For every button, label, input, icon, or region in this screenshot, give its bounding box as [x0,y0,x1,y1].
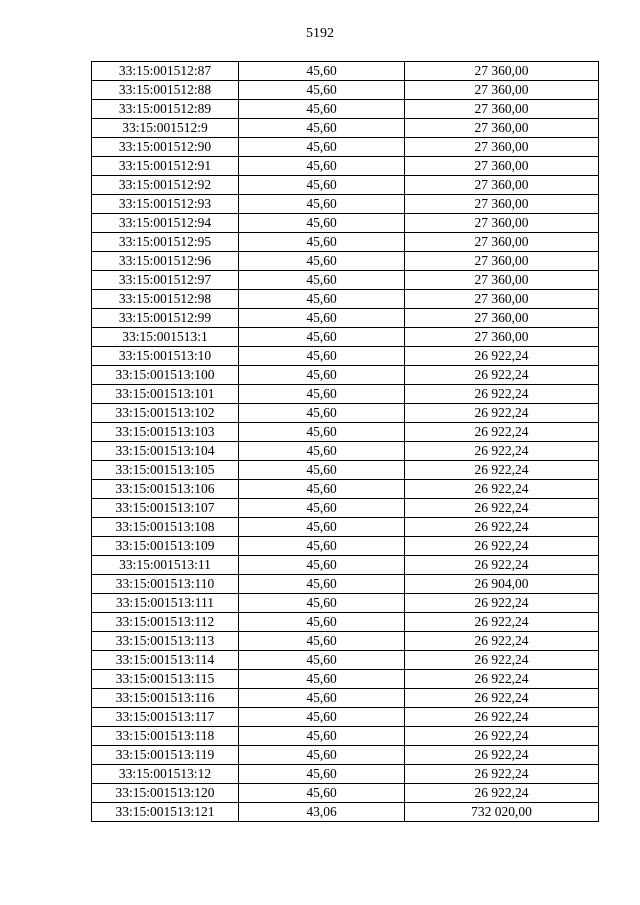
area-cell: 45,60 [239,328,405,347]
area-cell: 45,60 [239,594,405,613]
table-row [92,556,599,575]
area-cell: 45,60 [239,138,405,157]
value-cell: 27 360,00 [405,119,599,138]
table-row [92,366,599,385]
value-cell: 26 922,24 [405,689,599,708]
cadastral-number-cell: 33:15:001513:109 [92,537,239,556]
cadastral-number-cell: 33:15:001512:91 [92,157,239,176]
table-row [92,518,599,537]
value-cell: 27 360,00 [405,328,599,347]
area-cell: 45,60 [239,632,405,651]
value-cell: 26 922,24 [405,366,599,385]
value-cell: 26 922,24 [405,556,599,575]
table-row [92,138,599,157]
table-row [92,347,599,366]
value-cell: 26 922,24 [405,670,599,689]
value-cell: 27 360,00 [405,81,599,100]
value-cell: 27 360,00 [405,233,599,252]
value-cell: 27 360,00 [405,290,599,309]
table-row [92,670,599,689]
cadastral-number-cell: 33:15:001512:99 [92,309,239,328]
value-cell: 27 360,00 [405,157,599,176]
value-cell: 732 020,00 [405,803,599,822]
cadastral-number-cell: 33:15:001513:102 [92,404,239,423]
table-row [92,328,599,347]
table-row [92,404,599,423]
table-row [92,537,599,556]
area-cell: 45,60 [239,746,405,765]
table-row [92,765,599,784]
cadastral-number-cell: 33:15:001512:87 [92,62,239,81]
area-cell: 45,60 [239,81,405,100]
table-row [92,461,599,480]
table-row [92,100,599,119]
table-row [92,613,599,632]
cadastral-number-cell: 33:15:001513:117 [92,708,239,727]
table-row [92,594,599,613]
value-cell: 27 360,00 [405,195,599,214]
table-row [92,423,599,442]
area-cell: 45,60 [239,195,405,214]
value-cell: 26 922,24 [405,613,599,632]
cadastral-number-cell: 33:15:001512:95 [92,233,239,252]
table-row [92,784,599,803]
cadastral-number-cell: 33:15:001513:11 [92,556,239,575]
table-row [92,708,599,727]
area-cell: 45,60 [239,214,405,233]
table-row [92,62,599,81]
area-cell: 45,60 [239,347,405,366]
area-cell: 45,60 [239,100,405,119]
table-row [92,803,599,822]
cadastral-number-cell: 33:15:001512:94 [92,214,239,233]
area-cell: 45,60 [239,176,405,195]
cadastral-number-cell: 33:15:001513:100 [92,366,239,385]
cadastral-number-cell: 33:15:001512:98 [92,290,239,309]
area-cell: 43,06 [239,803,405,822]
cadastral-number-cell: 33:15:001513:105 [92,461,239,480]
table-row [92,214,599,233]
area-cell: 45,60 [239,480,405,499]
table-row [92,689,599,708]
cadastral-number-cell: 33:15:001512:89 [92,100,239,119]
value-cell: 26 922,24 [405,708,599,727]
cadastral-number-cell: 33:15:001513:101 [92,385,239,404]
value-cell: 26 922,24 [405,442,599,461]
area-cell: 45,60 [239,442,405,461]
value-cell: 26 922,24 [405,423,599,442]
area-cell: 45,60 [239,423,405,442]
cadastral-number-cell: 33:15:001512:97 [92,271,239,290]
value-cell: 26 922,24 [405,404,599,423]
page-number: 5192 [306,26,334,41]
table-row [92,176,599,195]
area-cell: 45,60 [239,537,405,556]
value-cell: 26 922,24 [405,347,599,366]
table-row [92,651,599,670]
area-cell: 45,60 [239,385,405,404]
cadastral-number-cell: 33:15:001513:110 [92,575,239,594]
area-cell: 45,60 [239,727,405,746]
area-cell: 45,60 [239,651,405,670]
area-cell: 45,60 [239,689,405,708]
table-row [92,195,599,214]
table-row [92,499,599,518]
area-cell: 45,60 [239,62,405,81]
area-cell: 45,60 [239,518,405,537]
area-cell: 45,60 [239,309,405,328]
cadastral-number-cell: 33:15:001513:108 [92,518,239,537]
value-cell: 27 360,00 [405,138,599,157]
value-cell: 27 360,00 [405,309,599,328]
table-row [92,385,599,404]
value-cell: 27 360,00 [405,100,599,119]
table-row [92,575,599,594]
cadastral-number-cell: 33:15:001512:96 [92,252,239,271]
area-cell: 45,60 [239,404,405,423]
area-cell: 45,60 [239,157,405,176]
value-cell: 27 360,00 [405,252,599,271]
cadastral-number-cell: 33:15:001512:93 [92,195,239,214]
table-row [92,157,599,176]
value-cell: 26 922,24 [405,499,599,518]
table-row [92,119,599,138]
area-cell: 45,60 [239,708,405,727]
value-cell: 27 360,00 [405,62,599,81]
table-row [92,442,599,461]
cadastral-number-cell: 33:15:001513:116 [92,689,239,708]
area-cell: 45,60 [239,461,405,480]
cadastral-number-cell: 33:15:001513:104 [92,442,239,461]
cadastral-number-cell: 33:15:001513:114 [92,651,239,670]
cadastral-number-cell: 33:15:001513:121 [92,803,239,822]
table-row [92,727,599,746]
area-cell: 45,60 [239,366,405,385]
table-row [92,252,599,271]
cadastral-number-cell: 33:15:001513:106 [92,480,239,499]
cadastral-number-cell: 33:15:001513:107 [92,499,239,518]
cadastral-number-cell: 33:15:001513:1 [92,328,239,347]
area-cell: 45,60 [239,670,405,689]
area-cell: 45,60 [239,271,405,290]
value-cell: 27 360,00 [405,176,599,195]
value-cell: 26 922,24 [405,594,599,613]
area-cell: 45,60 [239,252,405,271]
value-cell: 26 922,24 [405,461,599,480]
table-row [92,81,599,100]
cadastral-number-cell: 33:15:001513:112 [92,613,239,632]
table-row [92,309,599,328]
value-cell: 27 360,00 [405,271,599,290]
table-row [92,233,599,252]
table-body [92,62,599,822]
value-cell: 26 922,24 [405,746,599,765]
cadastral-number-cell: 33:15:001512:9 [92,119,239,138]
area-cell: 45,60 [239,765,405,784]
area-cell: 45,60 [239,784,405,803]
value-cell: 26 922,24 [405,651,599,670]
cadastral-number-cell: 33:15:001513:119 [92,746,239,765]
area-cell: 45,60 [239,499,405,518]
cadastral-number-cell: 33:15:001512:90 [92,138,239,157]
area-cell: 45,60 [239,613,405,632]
value-cell: 26 922,24 [405,765,599,784]
value-cell: 26 922,24 [405,727,599,746]
cadastral-number-cell: 33:15:001513:103 [92,423,239,442]
cadastral-number-cell: 33:15:001513:111 [92,594,239,613]
value-cell: 26 922,24 [405,537,599,556]
table-row [92,480,599,499]
cadastral-number-cell: 33:15:001513:10 [92,347,239,366]
cadastral-number-cell: 33:15:001512:88 [92,81,239,100]
cadastral-table [91,61,599,822]
area-cell: 45,60 [239,119,405,138]
value-cell: 26 922,24 [405,480,599,499]
table-row [92,746,599,765]
value-cell: 26 922,24 [405,518,599,537]
area-cell: 45,60 [239,233,405,252]
value-cell: 27 360,00 [405,214,599,233]
cadastral-number-cell: 33:15:001513:12 [92,765,239,784]
area-cell: 45,60 [239,290,405,309]
area-cell: 45,60 [239,575,405,594]
cadastral-number-cell: 33:15:001513:118 [92,727,239,746]
table-row [92,271,599,290]
table-row [92,632,599,651]
value-cell: 26 904,00 [405,575,599,594]
value-cell: 26 922,24 [405,385,599,404]
table-row [92,290,599,309]
value-cell: 26 922,24 [405,784,599,803]
area-cell: 45,60 [239,556,405,575]
value-cell: 26 922,24 [405,632,599,651]
cadastral-number-cell: 33:15:001513:120 [92,784,239,803]
cadastral-number-cell: 33:15:001513:113 [92,632,239,651]
cadastral-number-cell: 33:15:001512:92 [92,176,239,195]
cadastral-number-cell: 33:15:001513:115 [92,670,239,689]
